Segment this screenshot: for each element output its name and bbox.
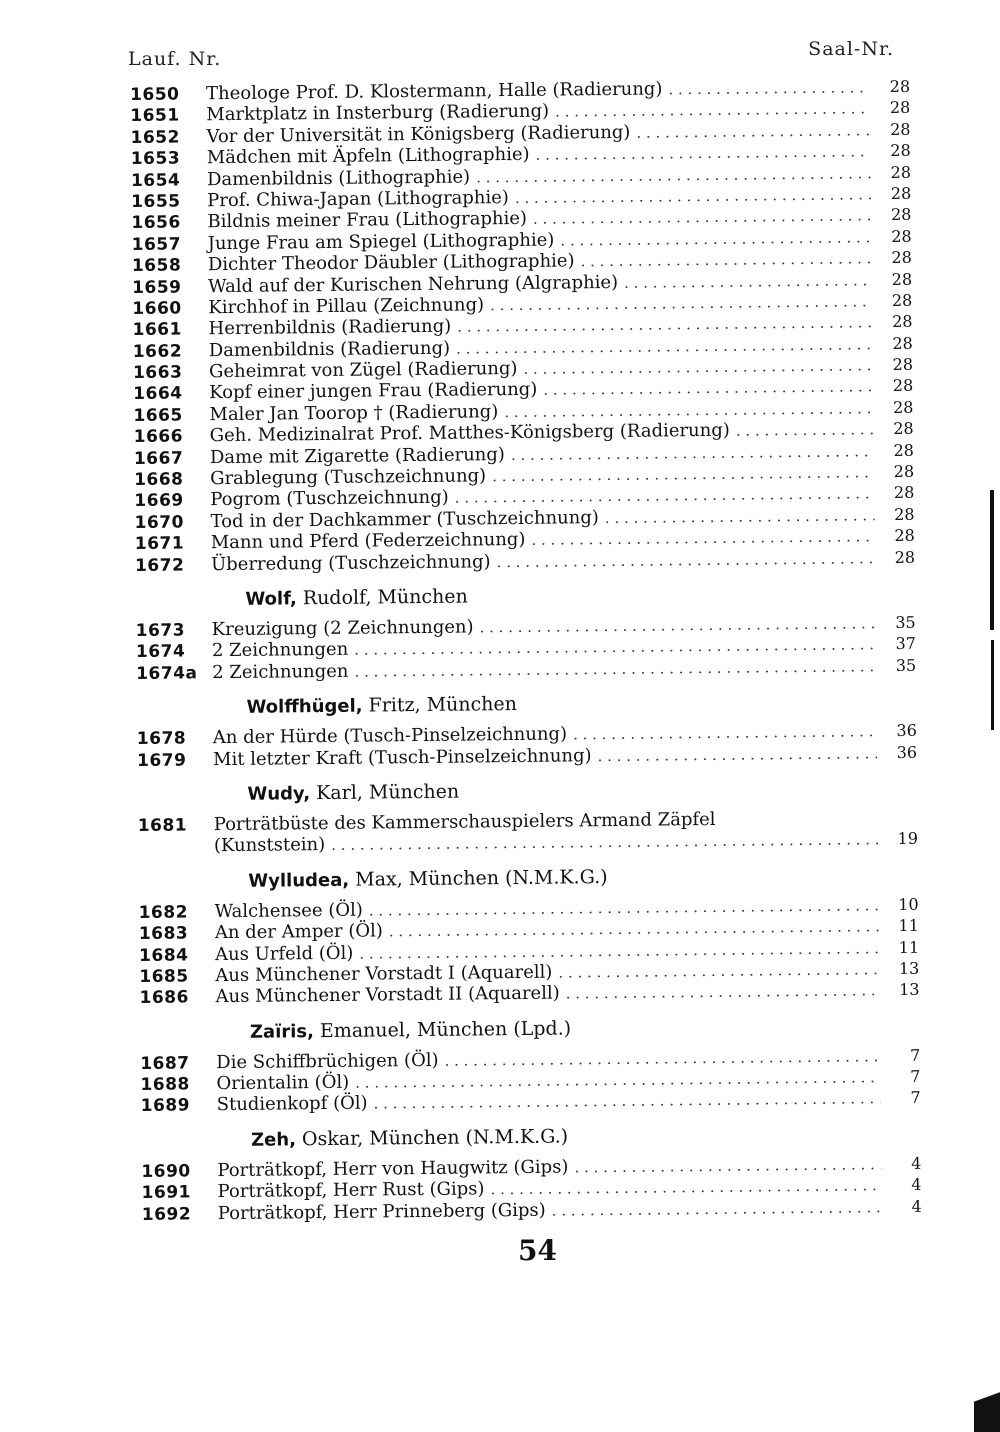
entry-number: 1672 xyxy=(134,555,185,576)
artist-heading xyxy=(138,860,918,896)
entry-hall-number: 35 xyxy=(895,612,916,632)
entry-title: Tod in der Dachkammer (Tuschzeichnung) xyxy=(210,506,599,532)
entry-title: Porträtkopf, Herr Rust (Gips) xyxy=(217,1178,485,1203)
entry-number: 1687 xyxy=(140,1053,190,1074)
entry-hall-number: 7 xyxy=(910,1066,921,1086)
entry-hall-number: 28 xyxy=(890,162,912,182)
entry-number: 1654 xyxy=(130,170,181,191)
entry-number: 1688 xyxy=(140,1074,190,1096)
leader-dots xyxy=(331,830,878,857)
artist-heading xyxy=(135,578,915,614)
entry-number: 1670 xyxy=(134,512,185,533)
artist-heading xyxy=(141,1119,921,1155)
entry-title: Kopf einer jungen Frau (Radierung) xyxy=(209,379,538,404)
entry-number: 1681 xyxy=(137,815,188,836)
entry-title: Vor der Universität in Königsberg (Radierung) xyxy=(206,121,631,147)
entry-number: 1678 xyxy=(136,728,187,750)
entry-number: 1650 xyxy=(130,84,180,105)
entry-number: 1662 xyxy=(132,341,183,362)
entry-number: 1659 xyxy=(132,276,182,298)
leader-dots xyxy=(497,548,876,573)
entry-hall-number: 13 xyxy=(899,980,920,1000)
artist-name: Wudy, xyxy=(247,783,311,805)
entry-hall-number: 10 xyxy=(898,894,919,914)
entry-number: 1653 xyxy=(130,148,181,170)
entry-number: 1663 xyxy=(132,362,183,384)
entry-number: 1679 xyxy=(136,749,187,771)
entry-number: 1673 xyxy=(135,620,186,641)
entry-hall-number: 36 xyxy=(896,720,917,741)
entry-hall-number: 28 xyxy=(892,397,914,417)
entry-number: 1657 xyxy=(131,234,182,255)
artist-heading xyxy=(136,686,916,722)
entry-number: 1666 xyxy=(133,426,184,448)
entry-hall-number: 4 xyxy=(911,1153,922,1173)
entry-number: 1671 xyxy=(134,533,185,555)
artist-details: Emanuel, München (Lpd.) xyxy=(319,1017,572,1042)
artist-name: Wolffhügel, xyxy=(246,695,363,718)
entry-title: Maler Jan Toorop † (Radierung) xyxy=(209,401,499,426)
leader-dots xyxy=(354,656,876,683)
entry-title: Damenbildnis (Lithographie) xyxy=(206,166,471,190)
entry-title: Mit letzter Kraft (Tusch-Pinselzeichnung) xyxy=(212,744,592,770)
entry-number: 1682 xyxy=(138,902,189,923)
entry-number: 1655 xyxy=(131,191,181,212)
page-corner-shadow xyxy=(974,1352,1000,1432)
entry-title: Kreuzigung (2 Zeichnungen) xyxy=(211,616,474,641)
artist-details: Fritz, München xyxy=(368,693,518,717)
artist-details: Max, München (N.M.K.G.) xyxy=(355,865,608,891)
entry-hall-number: 19 xyxy=(897,829,919,849)
entry-hall-number: 28 xyxy=(891,226,912,246)
scan-edge-mark xyxy=(991,640,994,730)
entry-title: 2 Zeichnungen xyxy=(212,660,349,683)
entry-title: An der Hürde (Tusch-Pinselzeichnung) xyxy=(212,723,568,749)
artist-heading xyxy=(140,1010,920,1046)
running-number-header: Lauf. Nr. xyxy=(128,48,222,70)
entry-number: 1692 xyxy=(141,1204,192,1225)
leader-dots xyxy=(552,1197,882,1222)
entry-title: Geh. Medizinalrat Prof. Matthes-Königsberg (Radierung) xyxy=(209,419,730,447)
entry-number: 1651 xyxy=(130,105,180,127)
entry-number: 1661 xyxy=(132,319,183,341)
entry-hall-number: 28 xyxy=(893,461,915,482)
entry-title: Die Schiffbrüchigen (Öl) xyxy=(216,1049,439,1073)
entry-hall-number: 28 xyxy=(894,547,916,567)
artist-name: Zaïris, xyxy=(249,1020,315,1043)
entry-title: Damenbildnis (Radierung) xyxy=(208,337,451,361)
entry-title: An der Amper (Öl) xyxy=(214,920,383,944)
entry-number: 1658 xyxy=(131,255,182,277)
entry-hall-number: 13 xyxy=(898,958,920,978)
scan-edge-mark xyxy=(990,490,994,630)
entry-hall-number: 28 xyxy=(893,440,914,460)
entry-title: (Kunststein) xyxy=(213,834,326,857)
entry-title: Dame mit Zigarette (Radierung) xyxy=(209,443,506,468)
leader-dots xyxy=(668,77,870,101)
artist-details: Oskar, München (N.M.K.G.) xyxy=(301,1125,569,1151)
entry-title: Porträtkopf, Herr Prinneberg (Gips) xyxy=(217,1199,546,1224)
entry-title: 2 Zeichnungen xyxy=(211,639,349,662)
artist-heading xyxy=(137,773,917,809)
entry-title: Aus Urfeld (Öl) xyxy=(215,942,354,965)
entry-number: 1674a xyxy=(136,663,198,684)
entry-title: Aus Münchener Vorstadt II (Aquarell) xyxy=(215,982,560,1008)
entry-hall-number: 28 xyxy=(893,419,914,439)
entry-title: Mädchen mit Äpfeln (Lithographie) xyxy=(206,143,530,169)
hall-number-header: Saal-Nr. xyxy=(808,38,894,60)
page-number: 54 xyxy=(518,1234,557,1267)
entry-title: Junge Frau am Spiegel (Lithographie) xyxy=(207,229,555,254)
entry-hall-number: 28 xyxy=(891,290,913,310)
entry-number: 1667 xyxy=(133,448,184,469)
entry-hall-number: 11 xyxy=(898,937,920,957)
entry-number: 1686 xyxy=(139,987,190,1009)
leader-dots xyxy=(624,270,872,294)
entry-number: 1669 xyxy=(134,490,184,512)
entry-title: Orientalin (Öl) xyxy=(216,1071,350,1095)
catalog-list xyxy=(130,76,922,1225)
entry-title: Prof. Chiwa-Japan (Lithographie) xyxy=(207,186,510,212)
entry-title: Marktplatz in Insterburg (Radierung) xyxy=(206,101,550,126)
entry-hall-number: 28 xyxy=(890,205,912,225)
entry-title: Porträtbüste des Kammerschauspielers Armand Zäpfel xyxy=(213,808,716,836)
entry-hall-number: 7 xyxy=(910,1088,921,1108)
entry-hall-number: 28 xyxy=(890,119,911,139)
leader-dots xyxy=(566,980,880,1005)
entry-hall-number: 37 xyxy=(895,634,917,654)
entry-number: 1691 xyxy=(141,1182,192,1204)
entry-number: 1683 xyxy=(138,923,189,945)
entry-hall-number: 7 xyxy=(909,1045,921,1065)
entry-title: Dichter Theodor Däubler (Lithographie) xyxy=(207,250,575,276)
entry-number: 1674 xyxy=(135,641,186,663)
entry-title: Bildnis meiner Frau (Lithographie) xyxy=(207,208,528,233)
entry-hall-number: 36 xyxy=(896,742,918,762)
entry-hall-number: 28 xyxy=(889,76,911,97)
entry-title: Pogrom (Tuschzeichnung) xyxy=(210,487,449,511)
entry-number: 1656 xyxy=(131,212,181,234)
leader-dots xyxy=(605,505,875,529)
entry-number: 1668 xyxy=(134,469,184,491)
entry-hall-number: 28 xyxy=(894,504,915,524)
entry-hall-number: 35 xyxy=(895,655,917,675)
leader-dots xyxy=(636,120,870,144)
entry-hall-number: 28 xyxy=(889,98,911,118)
entry-title: Überredung (Tuschzeichnung) xyxy=(210,550,491,575)
leader-dots xyxy=(373,1089,880,1116)
entry-title: Herrenbildnis (Radierung) xyxy=(208,315,452,340)
entry-hall-number: 4 xyxy=(911,1175,922,1195)
artist-details: Rudolf, München xyxy=(302,585,468,610)
entry-hall-number: 28 xyxy=(892,312,913,332)
entry-title: Geheimrat von Zügel (Radierung) xyxy=(208,358,518,383)
entry-hall-number: 28 xyxy=(893,483,915,503)
entry-title: Mann und Pferd (Federzeichnung) xyxy=(210,529,526,554)
entry-number: 1685 xyxy=(139,966,189,987)
entry-number: 1690 xyxy=(141,1161,191,1182)
entry-hall-number: 28 xyxy=(892,376,914,396)
entry-number: 1684 xyxy=(139,944,189,966)
leader-dots xyxy=(736,419,874,442)
entry-number: 1652 xyxy=(130,127,180,148)
entry-number: 1664 xyxy=(133,383,183,405)
entry-hall-number: 28 xyxy=(890,141,911,161)
entry-hall-number: 11 xyxy=(898,915,919,936)
entry-hall-number: 4 xyxy=(911,1196,922,1216)
entry-hall-number: 28 xyxy=(891,247,912,268)
artist-name: Wylludea, xyxy=(248,869,350,892)
artist-details: Karl, München xyxy=(316,780,460,805)
entry-hall-number: 28 xyxy=(890,183,912,203)
entry-title: Studienkopf (Öl) xyxy=(216,1093,368,1116)
leader-dots xyxy=(580,248,872,272)
entry-hall-number: 28 xyxy=(891,269,913,289)
entry-title: Theologe Prof. D. Klostermann, Halle (Radierung) xyxy=(205,78,663,105)
artist-name: Wolf, xyxy=(245,588,297,610)
entry-title: Aus Münchener Vorstadt I (Aquarell) xyxy=(215,961,553,987)
entry-hall-number: 28 xyxy=(894,526,915,546)
artist-name: Zeh, xyxy=(250,1129,297,1151)
entry-title: Kirchhof in Pillau (Zeichnung) xyxy=(208,294,485,319)
entry-hall-number: 28 xyxy=(892,333,913,353)
entry-title: Wald auf der Kurischen Nehrung (Algraphie) xyxy=(208,271,619,297)
entry-title: Porträtkopf, Herr von Haugwitz (Gips) xyxy=(217,1156,569,1181)
entry-title: Grablegung (Tuschzeichnung) xyxy=(210,465,487,490)
entry-number: 1660 xyxy=(132,298,182,319)
entry-number: 1689 xyxy=(140,1095,191,1117)
entry-hall-number: 28 xyxy=(892,354,914,375)
entry-title: Walchensee (Öl) xyxy=(214,899,363,922)
leader-dots xyxy=(597,743,877,767)
entry-number: 1665 xyxy=(133,405,183,426)
